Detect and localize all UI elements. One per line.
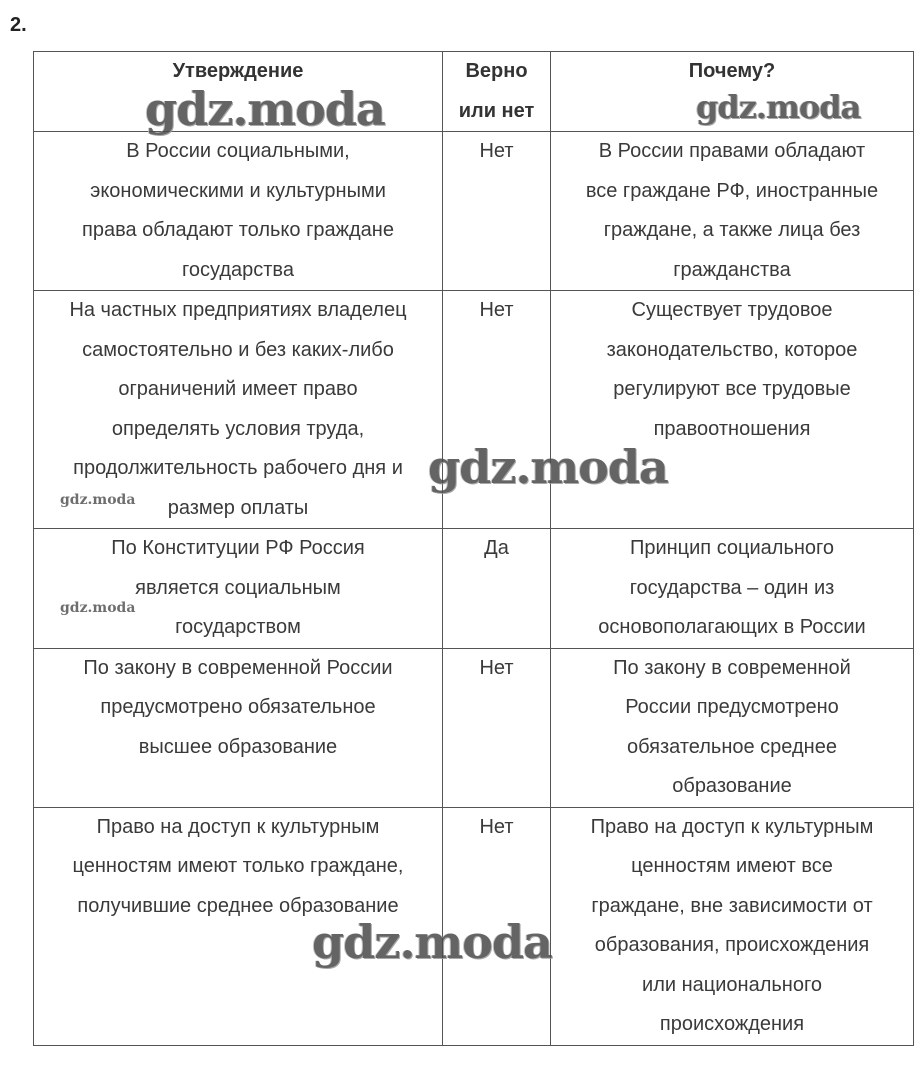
verdict-cell: Нет bbox=[443, 648, 551, 807]
watermark: gdz.moda bbox=[60, 600, 136, 616]
verdict-cell: Нет bbox=[443, 132, 551, 291]
watermark: gdz.moda bbox=[145, 82, 385, 136]
statement-cell: По Конституции РФ Россия является социальным государством bbox=[34, 529, 443, 649]
header-verdict: Верно или нет bbox=[443, 52, 551, 132]
verdict-cell: Нет bbox=[443, 291, 551, 529]
reason-cell: В России правами обладают все граждане РФ, иностранные граждане, а также лица без гражданства bbox=[551, 132, 914, 291]
table-row bbox=[34, 529, 914, 649]
reason-cell: Принцип социального государства – один из основополагающих в России bbox=[551, 529, 914, 649]
table-header-row bbox=[34, 52, 914, 132]
reason-cell: Право на доступ к культурным ценностям имеют все граждане, вне зависимости от образования, происхождения или национального происхождения bbox=[551, 807, 914, 1045]
statement-cell: На частных предприятиях владелец самостоятельно и без каких-либо ограничений имеет право определять условия труда, продолжительность рабочего дня и размер оплаты bbox=[34, 291, 443, 529]
verdict-cell: Да bbox=[443, 529, 551, 649]
statement-cell: По закону в современной России предусмотрено обязательное высшее образование bbox=[34, 648, 443, 807]
reason-cell: По закону в современной России предусмотрено обязательное среднее образование bbox=[551, 648, 914, 807]
table-row bbox=[34, 807, 914, 1045]
answer-table bbox=[33, 51, 914, 1046]
header-reason: Почему? bbox=[551, 52, 914, 132]
table-row bbox=[34, 648, 914, 807]
watermark: gdz.moda bbox=[312, 915, 552, 969]
task-number: 2. bbox=[10, 14, 27, 36]
table-row bbox=[34, 291, 914, 529]
watermark: gdz.moda bbox=[696, 88, 861, 126]
table-row bbox=[34, 132, 914, 291]
verdict-cell: Нет bbox=[443, 807, 551, 1045]
reason-cell: Существует трудовое законодательство, которое регулируют все трудовые правоотношения bbox=[551, 291, 914, 529]
watermark: gdz.moda bbox=[428, 440, 668, 494]
watermark: gdz.moda bbox=[60, 492, 136, 508]
statement-cell: Право на доступ к культурным ценностям имеют только граждане, получившие среднее образование bbox=[34, 807, 443, 1045]
header-statement: Утверждение bbox=[34, 52, 443, 132]
statement-cell: В России социальными, экономическими и культурными права обладают только граждане государства bbox=[34, 132, 443, 291]
